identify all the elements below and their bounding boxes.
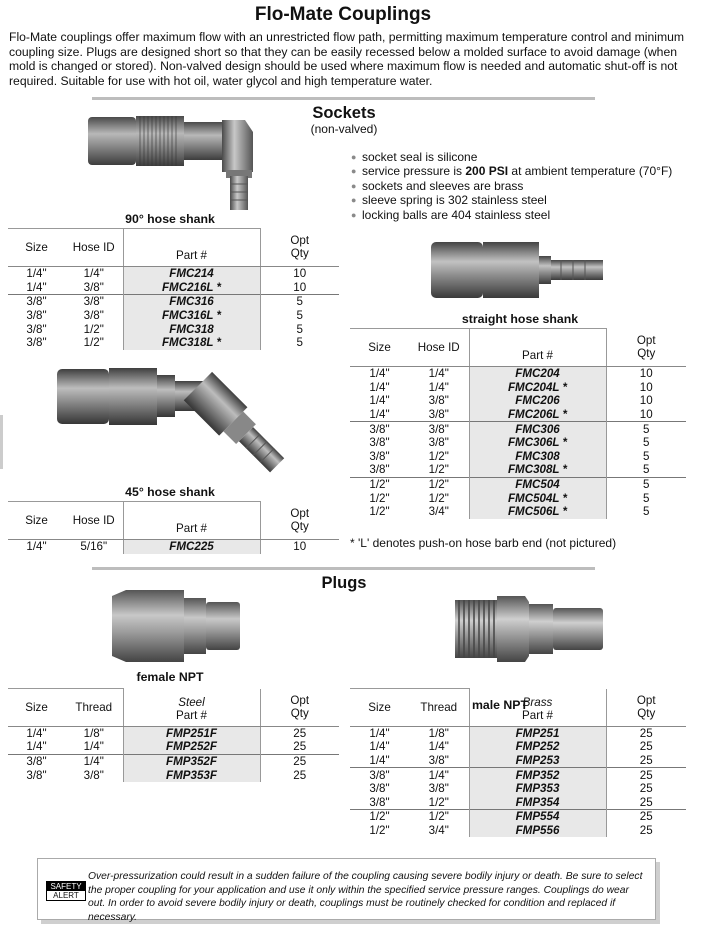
table-male-npt <box>350 688 686 837</box>
feature-item: ● sleeve spring is 302 stainless steel <box>351 193 547 208</box>
table-row <box>350 477 686 491</box>
cell-part-number: FMC504 <box>469 477 606 491</box>
material-label: Steel <box>178 695 205 709</box>
cell-opt-qty: 25 <box>293 726 307 740</box>
cell-part-number: FMC204 <box>469 367 606 381</box>
table-body <box>8 726 339 782</box>
table-row <box>350 726 686 740</box>
col-size: Size <box>350 689 409 727</box>
cell-id: 3/8" <box>83 280 104 294</box>
table-row <box>350 381 686 395</box>
cell-id: 1/2" <box>428 449 449 463</box>
cell-id: 1/8" <box>83 726 104 740</box>
cell-size: 3/8" <box>26 309 47 323</box>
col-hose-id: Hose ID <box>65 229 123 267</box>
cell-part-number: FMC206L * <box>469 408 606 422</box>
cell-id: 3/8" <box>428 408 449 422</box>
footnote-l-suffix: * 'L' denotes push-on hose barb end (not pictured) <box>350 536 617 550</box>
caption-female-npt: female NPT <box>136 670 204 684</box>
col-part: Part # <box>469 329 606 367</box>
elbow-45-socket-image <box>55 365 295 487</box>
cell-id: 1/4" <box>428 380 449 394</box>
cell-size: 3/8" <box>350 768 409 782</box>
cell-size: 1/4" <box>369 408 390 422</box>
table-body <box>8 267 339 350</box>
cell-opt-qty: 5 <box>606 422 686 436</box>
col-thread: Thread <box>409 689 469 727</box>
table-row <box>8 295 339 309</box>
table-row <box>8 309 339 323</box>
cell-id: 3/4" <box>428 823 449 837</box>
sockets-title: Sockets <box>312 104 376 122</box>
cell-id: 3/8" <box>428 782 449 796</box>
cell-id: 1/2" <box>83 322 104 336</box>
cell-opt-qty: 25 <box>639 726 653 740</box>
caption-straight-hose-shank: straight hose shank <box>461 312 579 326</box>
col-opt-qty: Opt Qty <box>260 502 339 540</box>
cell-id: 3/8" <box>409 422 469 436</box>
caption-45-hose-shank: 45° hose shank <box>125 485 215 499</box>
cell-opt-qty: 5 <box>643 436 650 450</box>
cell-part-number: FMP354 <box>469 795 606 809</box>
cell-size: 1/4" <box>369 394 390 408</box>
cell-part-number: FMC308 <box>469 450 606 464</box>
table-straight-hose-shank <box>350 328 686 519</box>
cell-id: 3/4" <box>428 505 449 519</box>
elbow-90-socket-image <box>85 112 265 212</box>
feature-item: ● socket seal is silicone <box>351 150 478 164</box>
cell-id: 1/4" <box>428 740 449 754</box>
cell-id: 3/8" <box>428 753 449 767</box>
cell-id: 1/8" <box>428 726 449 740</box>
table-row <box>8 281 339 295</box>
cell-size: 1/4" <box>26 740 47 754</box>
female-npt-plug-image <box>110 588 250 666</box>
col-part: Steel Part # <box>123 689 260 727</box>
cell-size: 1/4" <box>369 753 390 767</box>
cell-part-number: FMP556 <box>469 824 606 838</box>
cell-opt-qty: 25 <box>606 810 686 824</box>
cell-id: 1/4" <box>83 740 104 754</box>
safety-alert-badge: SAFETY ALERT <box>46 881 86 901</box>
col-part: Part # <box>123 502 260 540</box>
cell-part-number: FMC206 <box>469 394 606 408</box>
table-row <box>350 394 686 408</box>
cell-part-number: FMP353 <box>469 782 606 796</box>
plugs-title: Plugs <box>321 574 367 592</box>
cell-part-number: FMC316L * <box>123 309 260 323</box>
table-row <box>350 824 686 838</box>
cell-size: 1/4" <box>26 267 47 281</box>
cell-opt-qty: 10 <box>639 367 653 381</box>
cell-id: 1/4" <box>428 367 449 381</box>
table-row <box>350 810 686 824</box>
intro-paragraph: Flo-Mate couplings offer maximum flow with an unrestricted flow path, permitting maximum temperature control and minimum coupling size. Plugs are designed short so that they can be easily recessed below a molded surface to avoid damage (when mold is changed or stored). Non-valved design should be used where maximum flow is needed and automatic shut-off is not required. Suitable for use with hot oil, water glycol and high temperature water. <box>9 30 685 88</box>
table-row <box>350 450 686 464</box>
cell-part-number: FMC504L * <box>469 491 606 505</box>
table-row <box>350 367 686 381</box>
col-hose-id: Hose ID <box>65 502 123 540</box>
cell-part-number: FMC306L * <box>469 436 606 450</box>
feature-item: ● service pressure is 200 PSI at ambient temperature (70°F) <box>351 164 673 179</box>
col-opt-qty: Opt Qty <box>260 229 339 267</box>
cell-id: 3/8" <box>83 309 104 323</box>
table-row <box>350 754 686 768</box>
col-part: Brass Part # <box>469 689 606 727</box>
caption-male-npt: male NPT <box>471 698 529 712</box>
table-row <box>350 505 686 519</box>
col-size: Size <box>8 689 65 727</box>
table-row <box>350 463 686 477</box>
cell-size: 3/8" <box>26 768 47 782</box>
cell-opt-qty: 10 <box>293 267 307 281</box>
cell-size: 1/2" <box>369 491 390 505</box>
cell-size: 3/8" <box>369 782 390 796</box>
cell-part-number: FMP253 <box>469 754 606 768</box>
cell-id: 3/8" <box>428 394 449 408</box>
table-row <box>350 740 686 754</box>
cell-opt-qty: 10 <box>639 380 653 394</box>
cell-size: 3/8" <box>8 754 65 768</box>
male-npt-plug-image <box>453 596 608 662</box>
table-body <box>8 540 339 554</box>
col-hose-id: Hose ID <box>409 329 469 367</box>
cell-size: 3/8" <box>369 436 390 450</box>
cell-id: 1/2" <box>409 810 469 824</box>
col-size: Size <box>8 502 65 540</box>
cell-size: 1/4" <box>26 726 47 740</box>
cell-part-number: FMC306 <box>469 422 606 436</box>
cell-opt-qty: 25 <box>606 768 686 782</box>
cell-id: 1/2" <box>428 463 449 477</box>
cell-id: 3/8" <box>428 436 449 450</box>
cell-part-number: FMC308L * <box>469 463 606 477</box>
cell-part-number: FMC216L * <box>123 281 260 295</box>
table-90-hose-shank <box>8 228 339 350</box>
cell-opt-qty: 5 <box>643 491 650 505</box>
cell-id: 5/16" <box>80 540 108 554</box>
cell-opt-qty: 5 <box>296 336 303 350</box>
material-label: Brass <box>522 695 553 709</box>
cell-size: 1/4" <box>369 740 390 754</box>
table-row <box>8 267 339 281</box>
col-opt-qty: Opt Qty <box>260 689 339 727</box>
cell-size: 1/4" <box>26 540 47 554</box>
cell-opt-qty: 10 <box>639 408 653 422</box>
cell-part-number: FMC225 <box>123 540 260 554</box>
table-row <box>350 491 686 505</box>
cell-opt-qty: 25 <box>639 753 653 767</box>
cell-opt-qty: 25 <box>639 823 653 837</box>
cell-id: 1/2" <box>409 477 469 491</box>
cell-size: 3/8" <box>8 295 65 309</box>
cell-opt-qty: 25 <box>639 782 653 796</box>
table-female-npt <box>8 688 339 782</box>
cell-opt-qty: 5 <box>643 505 650 519</box>
cell-opt-qty: 5 <box>606 477 686 491</box>
col-thread: Thread <box>65 689 123 727</box>
cell-part-number: FMC204L * <box>469 381 606 395</box>
safety-alert-box <box>37 858 656 923</box>
cell-opt-qty: 5 <box>296 309 303 323</box>
table-row <box>8 754 339 768</box>
table-body <box>350 367 686 519</box>
cell-part-number: FMC316 <box>123 295 260 309</box>
col-part: Part # <box>123 229 260 267</box>
cell-part-number: FMC506L * <box>469 505 606 519</box>
cell-size: 1/2" <box>369 505 390 519</box>
table-row <box>8 336 339 350</box>
table-row <box>8 726 339 740</box>
cell-opt-qty: 10 <box>293 280 307 294</box>
cell-opt-qty: 5 <box>643 463 650 477</box>
cell-size: 1/4" <box>369 726 390 740</box>
cell-opt-qty: 25 <box>639 795 653 809</box>
safety-alert-text: Over-pressurization could result in a sudden failure of the coupling causing severe bodily injury or death. Be sure to select the proper coupling for your application and use it only within the specified service pressure ranges. Couplings do wear out. In order to avoid severe bodily injury or death, couplings must be routinely checked for condition and replaced if necessary. <box>88 871 643 923</box>
table-row <box>8 740 339 754</box>
cell-size: 3/8" <box>369 795 390 809</box>
table-45-hose-shank <box>8 501 339 554</box>
table-row <box>8 322 339 336</box>
col-opt-qty: Opt Qty <box>606 689 686 727</box>
cell-size: 1/4" <box>369 380 390 394</box>
cell-size: 1/2" <box>369 823 390 837</box>
table-row <box>8 768 339 782</box>
cell-opt-qty: 10 <box>293 540 307 554</box>
cell-id: 3/8" <box>65 295 123 309</box>
cell-id: 1/4" <box>409 768 469 782</box>
cell-part-number: FMP352F <box>123 754 260 768</box>
divider-top <box>92 97 595 100</box>
page-title: Flo-Mate Couplings <box>254 4 432 25</box>
cell-opt-qty: 10 <box>639 394 653 408</box>
col-size: Size <box>8 229 65 267</box>
cell-part-number: FMP252F <box>123 740 260 754</box>
cell-part-number: FMC214 <box>123 267 260 281</box>
col-size: Size <box>350 329 409 367</box>
table-row <box>350 795 686 809</box>
cell-part-number: FMP353F <box>123 768 260 782</box>
table-row <box>350 422 686 436</box>
cell-opt-qty: 25 <box>293 768 307 782</box>
col-opt-qty: Opt Qty <box>606 329 686 367</box>
table-row <box>350 768 686 782</box>
cell-part-number: FMC318L * <box>123 336 260 350</box>
cell-size: 1/4" <box>26 280 47 294</box>
table-row <box>350 408 686 422</box>
cell-size: 1/4" <box>369 367 390 381</box>
cell-size: 1/2" <box>350 477 409 491</box>
cell-part-number: FMP251 <box>469 726 606 740</box>
cell-opt-qty: 25 <box>639 740 653 754</box>
cell-part-number: FMP352 <box>469 768 606 782</box>
page-edge-marker <box>0 415 3 469</box>
caption-90-hose-shank: 90° hose shank <box>125 212 215 226</box>
cell-id: 1/2" <box>83 336 104 350</box>
cell-part-number: FMC318 <box>123 322 260 336</box>
table-row <box>350 436 686 450</box>
cell-opt-qty: 25 <box>260 754 339 768</box>
feature-item: ● sockets and sleeves are brass <box>351 178 524 193</box>
cell-opt-qty: 25 <box>293 740 307 754</box>
divider-plugs <box>92 567 595 570</box>
cell-id: 1/2" <box>428 795 449 809</box>
cell-size: 3/8" <box>369 449 390 463</box>
cell-part-number: FMP252 <box>469 740 606 754</box>
cell-opt-qty: 5 <box>260 295 339 309</box>
straight-socket-image <box>428 240 608 302</box>
sockets-subtitle: (non-valved) <box>310 122 378 136</box>
feature-item: ● locking balls are 404 stainless steel <box>351 207 551 222</box>
cell-size: 3/8" <box>26 322 47 336</box>
table-row <box>350 782 686 796</box>
cell-size: 1/2" <box>350 810 409 824</box>
table-body <box>350 726 686 837</box>
cell-size: 3/8" <box>369 463 390 477</box>
cell-id: 3/8" <box>83 768 104 782</box>
socket-features-list <box>350 150 672 222</box>
cell-part-number: FMP554 <box>469 810 606 824</box>
cell-id: 1/4" <box>65 754 123 768</box>
cell-opt-qty: 5 <box>643 449 650 463</box>
cell-opt-qty: 5 <box>296 322 303 336</box>
cell-size: 3/8" <box>26 336 47 350</box>
cell-id: 1/4" <box>83 267 104 281</box>
cell-id: 1/2" <box>428 491 449 505</box>
cell-size: 3/8" <box>350 422 409 436</box>
table-row <box>8 540 339 554</box>
cell-part-number: FMP251F <box>123 726 260 740</box>
